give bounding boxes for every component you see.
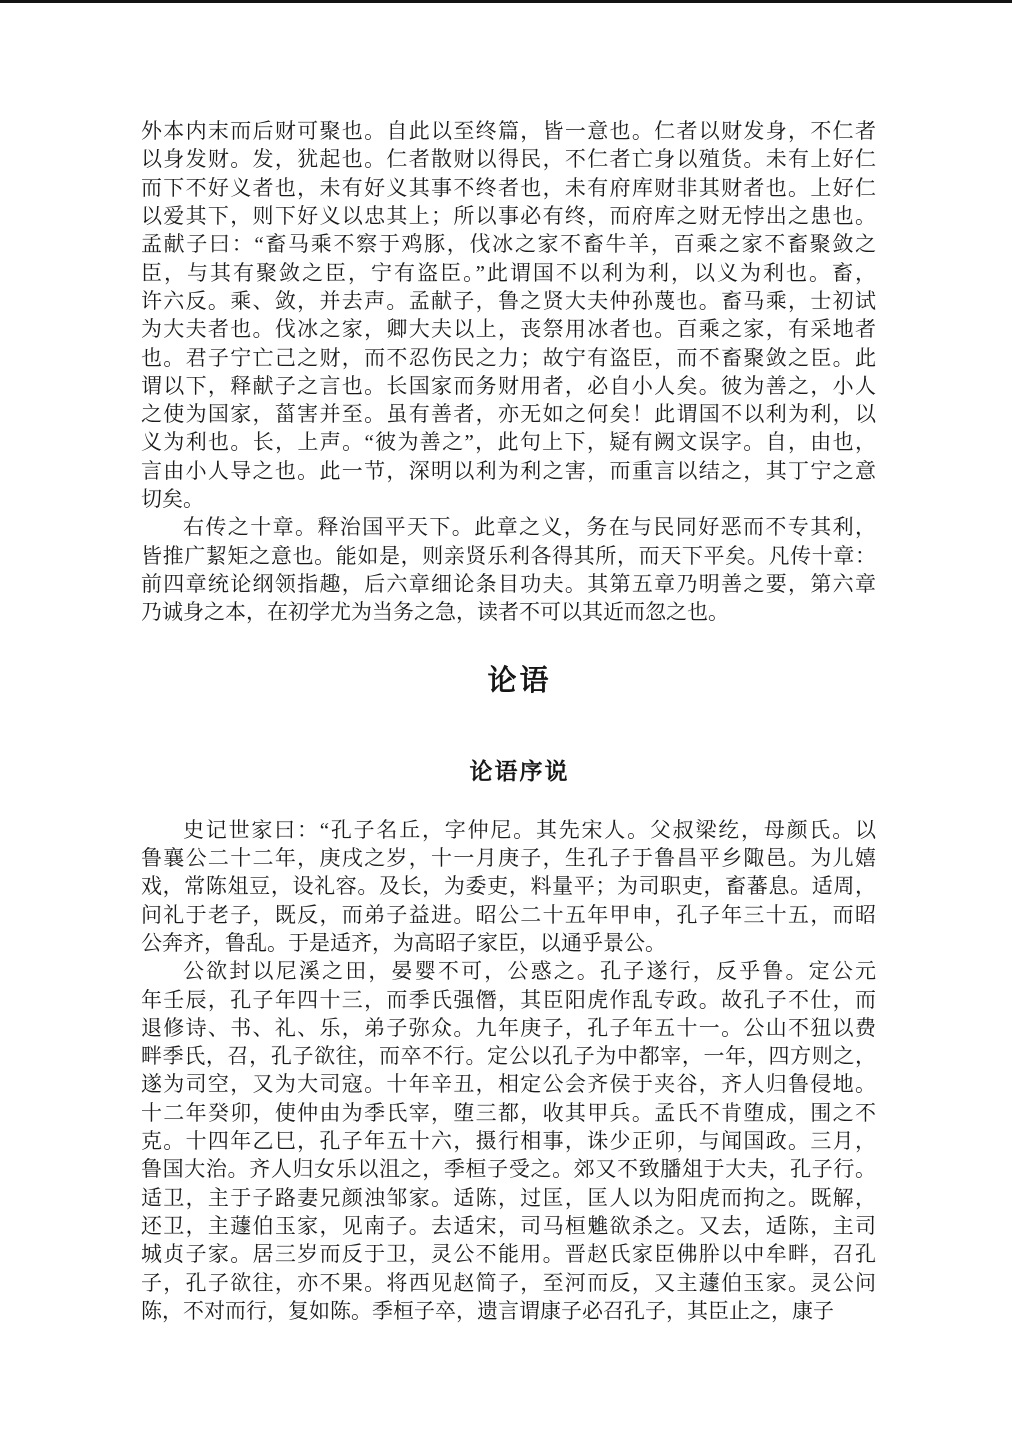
text-line: 遂为司空，又为大司寇。十年辛丑，相定公会齐侯于夹谷，齐人归鲁侵地。 bbox=[141, 1072, 876, 1097]
text-line: 乃诚身之本，在初学尤为当务之急，读者不可以其近而忽之也。 bbox=[141, 600, 729, 625]
paragraph-daxue-commentary bbox=[141, 117, 876, 513]
text-line: 公欲封以尼溪之田，晏婴不可，公惑之。孔子遂行，反乎鲁。定公元 bbox=[183, 959, 876, 984]
text-line: 为大夫者也。伐冰之家，卿大夫以上，丧祭用冰者也。百乘之家，有采地者 bbox=[141, 317, 876, 342]
text-line: 孟献子曰：“畜马乘不察于鸡豚，伐冰之家不畜牛羊，百乘之家不畜聚敛之 bbox=[141, 232, 876, 257]
text-line: 史记世家曰：“孔子名丘，字仲尼。其先宋人。父叔梁纥，母颜氏。以 bbox=[183, 817, 876, 842]
paragraph-daxue-summary bbox=[141, 513, 876, 626]
book-title: 论语 bbox=[487, 664, 552, 697]
text-line: 城贞子家。居三岁而反于卫，灵公不能用。晋赵氏家臣佛肸以中牟畔，召孔 bbox=[141, 1242, 876, 1267]
text-line: 也。君子宁亡己之财，而不忍伤民之力；故宁有盗臣，而不畜聚敛之臣。此 bbox=[141, 345, 876, 370]
text-line: 问礼于老子，既反，而弟子益进。昭公二十五年甲申，孔子年三十五，而昭 bbox=[141, 902, 876, 927]
text-line: 许六反。乘、敛，并去声。孟献子，鲁之贤大夫仲孙蔑也。畜马乘，士初试 bbox=[141, 288, 876, 313]
text-line: 陈，不对而行，复如陈。季桓子卒，遗言谓康子必召孔子，其臣止之，康子 bbox=[141, 1298, 834, 1323]
text-line: 以身发财。发，犹起也。仁者散财以得民，不仁者亡身以殖货。未有上好仁 bbox=[141, 147, 876, 172]
page-top-edge bbox=[0, 0, 1012, 3]
text-line: 克。十四年乙巳，孔子年五十六，摄行相事，诛少正卯，与闻国政。三月， bbox=[141, 1129, 876, 1154]
text-line: 而下不好义者也，未有好义其事不终者也，未有府库财非其财者也。上好仁 bbox=[141, 175, 876, 200]
text-line: 畔季氏，召，孔子欲往，而卒不行。定公以孔子为中都宰，一年，四方则之， bbox=[141, 1044, 876, 1069]
text-line: 言由小人导之也。此一节，深明以利为利之害，而重言以结之，其丁宁之意 bbox=[141, 458, 876, 483]
text-line: 切矣。 bbox=[141, 487, 204, 512]
text-line: 年壬辰，孔子年四十三，而季氏强僭，其臣阳虎作乱专政。故孔子不仕，而 bbox=[141, 987, 876, 1012]
text-line: 臣，与其有聚敛之臣，宁有盗臣。”此谓国不以利为利，以义为利也。畜， bbox=[141, 260, 876, 285]
text-line: 子，孔子欲往，亦不果。将西见赵简子，至河而反，又主蘧伯玉家。灵公问 bbox=[141, 1270, 876, 1295]
paragraph-shiji-part2 bbox=[141, 957, 876, 1325]
text-line: 义为利也。长，上声。“彼为善之”，此句上下，疑有阙文误字。自，由也， bbox=[141, 430, 876, 455]
text-line: 以爱其下，则下好义以忠其上；所以事必有终，而府库之财无悖出之患也。 bbox=[141, 203, 876, 228]
text-line: 鲁国大治。齐人归女乐以沮之，季桓子受之。郊又不致膰俎于大夫，孔子行。 bbox=[141, 1157, 876, 1182]
page-content bbox=[141, 117, 876, 1325]
text-line: 十二年癸卯，使仲由为季氏宰，堕三都，收其甲兵。孟氏不肯堕成，围之不 bbox=[141, 1100, 876, 1125]
text-line: 戏，常陈俎豆，设礼容。及长，为委吏，料量平；为司职吏，畜蕃息。适周， bbox=[141, 874, 876, 899]
paragraph-shiji-part1 bbox=[141, 816, 876, 958]
text-line: 谓以下，释献子之言也。长国家而务财用者，必自小人矣。彼为善之，小人 bbox=[141, 373, 876, 398]
text-line: 皆推广絜矩之意也。能如是，则亲贤乐利各得其所，而天下平矣。凡传十章： bbox=[141, 543, 876, 568]
text-line: 前四章统论纲领指趣，后六章细论条目功夫。其第五章乃明善之要，第六章 bbox=[141, 572, 876, 596]
text-line: 适卫，主于子路妻兄颜浊邹家。适陈，过匡，匡人以为阳虎而拘之。既解， bbox=[141, 1185, 876, 1210]
text-line: 右传之十章。释治国平天下。此章之义，务在与民同好恶而不专其利， bbox=[183, 515, 876, 540]
section-heading: 论语序说 bbox=[469, 757, 570, 784]
text-line: 公奔齐，鲁乱。于是适齐，为高昭子家臣，以通乎景公。 bbox=[141, 930, 666, 955]
text-line: 之使为国家，菑害并至。虽有善者，亦无如之何矣！此谓国不以利为利，以 bbox=[141, 402, 876, 427]
text-line: 退修诗、书、礼、乐，弟子弥众。九年庚子，孔子年五十一。公山不狃以费 bbox=[141, 1015, 876, 1040]
text-line: 鲁襄公二十二年，庚戌之岁，十一月庚子，生孔子于鲁昌平乡陬邑。为儿嬉 bbox=[141, 845, 876, 870]
text-line: 还卫，主蘧伯玉家，见南子。去适宋，司马桓魋欲杀之。又去，适陈，主司 bbox=[141, 1214, 876, 1238]
text-line: 外本内末而后财可聚也。自此以至终篇，皆一意也。仁者以财发身，不仁者 bbox=[141, 119, 876, 143]
